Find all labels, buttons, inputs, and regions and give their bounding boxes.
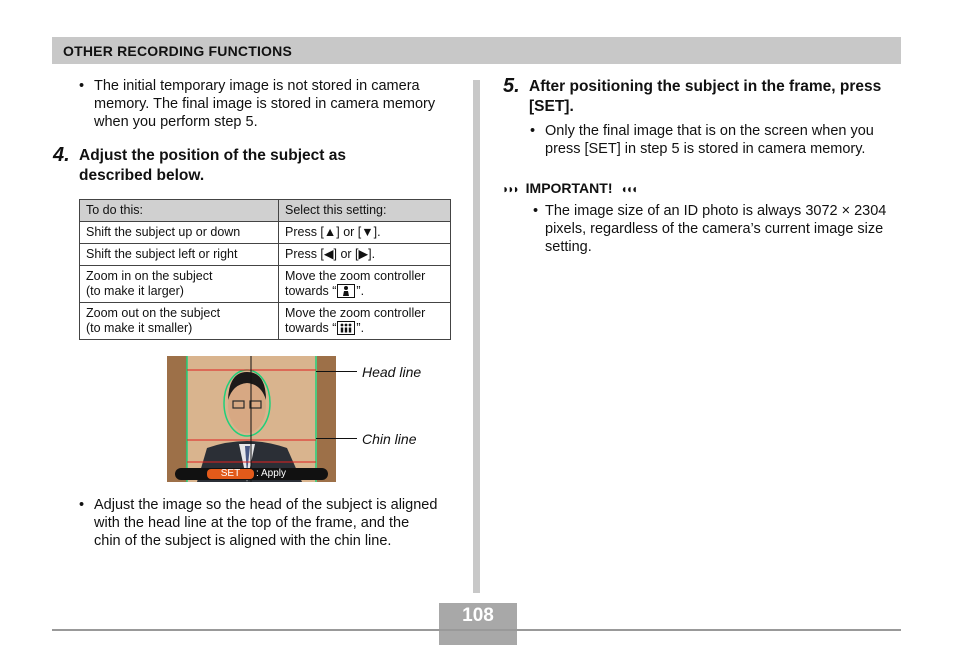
important-bullet — [533, 202, 903, 258]
cell-line: Move the zoom controller — [285, 306, 426, 320]
bullet-mark: • — [79, 497, 85, 513]
id-photo-preview — [167, 356, 336, 482]
chin-line-pointer — [316, 438, 357, 439]
bullet-mark: • — [533, 203, 539, 219]
step-5-number: 5. — [503, 75, 520, 97]
important-right-marker-icon: ◖◖◖ — [620, 182, 637, 196]
page-number-tab — [439, 631, 517, 645]
table-header-cell: Select this setting: — [279, 200, 451, 222]
outro-bullet-text: Adjust the image so the head of the subject is aligned with the head line at the top of the frame, and the chin of the subject is aligned with the chin line. — [94, 497, 438, 549]
cell-text: towards “ — [285, 321, 337, 335]
cell-line: (to make it smaller) — [86, 321, 193, 335]
table-header-row — [80, 200, 451, 222]
section-title: OTHER RECORDING FUNCTIONS — [63, 43, 292, 59]
intro-bullet-text: The initial temporary image is not stored in camera memory. The final image is stored in camera memory when you perform step 5. — [94, 78, 436, 130]
cell-line: Zoom in on the subject — [86, 269, 213, 283]
outro-bullet — [79, 496, 449, 570]
step-4-number: 4. — [53, 144, 70, 166]
step-5-text: After positioning the subject in the frame, press [SET]. — [529, 78, 882, 115]
page-number-box — [439, 603, 517, 645]
head-line-pointer — [316, 371, 357, 372]
section-header — [52, 37, 901, 64]
head-line-label: Head line — [362, 364, 422, 380]
table-cell — [279, 266, 451, 303]
settings-table — [79, 199, 451, 340]
table-header-cell: To do this: — [80, 200, 279, 222]
table-row — [80, 266, 451, 303]
important-bullet-text: The image size of an ID photo is always 3072 × 2304 pixels, regardless of the camera’s current image size setting. — [545, 203, 887, 255]
page-number: 108 — [439, 603, 517, 629]
table-row — [80, 303, 451, 340]
step-4-text: Adjust the position of the subject as described below. — [79, 147, 346, 184]
important-heading — [502, 180, 636, 196]
step-5-bullet-text: Only the final image that is on the screen when you press [SET] in step 5 is stored in camera memory. — [545, 123, 874, 157]
cell-text: ”. — [356, 321, 365, 335]
table-cell: Shift the subject left or right — [80, 244, 279, 266]
portrait-illustration — [167, 356, 336, 482]
bullet-mark: • — [530, 123, 536, 139]
set-button-label: SET — [220, 468, 241, 479]
table-row — [80, 222, 451, 244]
chin-line-label: Chin line — [362, 431, 417, 447]
apply-label: : Apply — [256, 468, 287, 479]
column-divider — [473, 80, 480, 593]
table-cell — [279, 303, 451, 340]
cell-line: Move the zoom controller — [285, 269, 426, 283]
cell-line: Zoom out on the subject — [86, 306, 221, 320]
table-cell — [80, 266, 279, 303]
table-cell: Press [◀] or [▶]. — [279, 244, 451, 266]
important-label: IMPORTANT! — [525, 180, 613, 196]
important-left-marker-icon: ◗◗◗ — [502, 182, 518, 196]
table-cell: Press [▲] or [▼]. — [279, 222, 451, 244]
cell-text: ”. — [356, 284, 365, 298]
cell-text: towards “ — [285, 284, 337, 298]
step-5-bullet — [530, 122, 900, 160]
wide-angle-icon — [337, 321, 355, 335]
table-row — [80, 244, 451, 266]
bullet-mark: • — [79, 78, 85, 94]
table-cell — [80, 303, 279, 340]
cell-line: (to make it larger) — [86, 284, 184, 298]
intro-bullet — [79, 77, 449, 133]
table-cell: Shift the subject up or down — [80, 222, 279, 244]
telephoto-icon — [337, 284, 355, 298]
